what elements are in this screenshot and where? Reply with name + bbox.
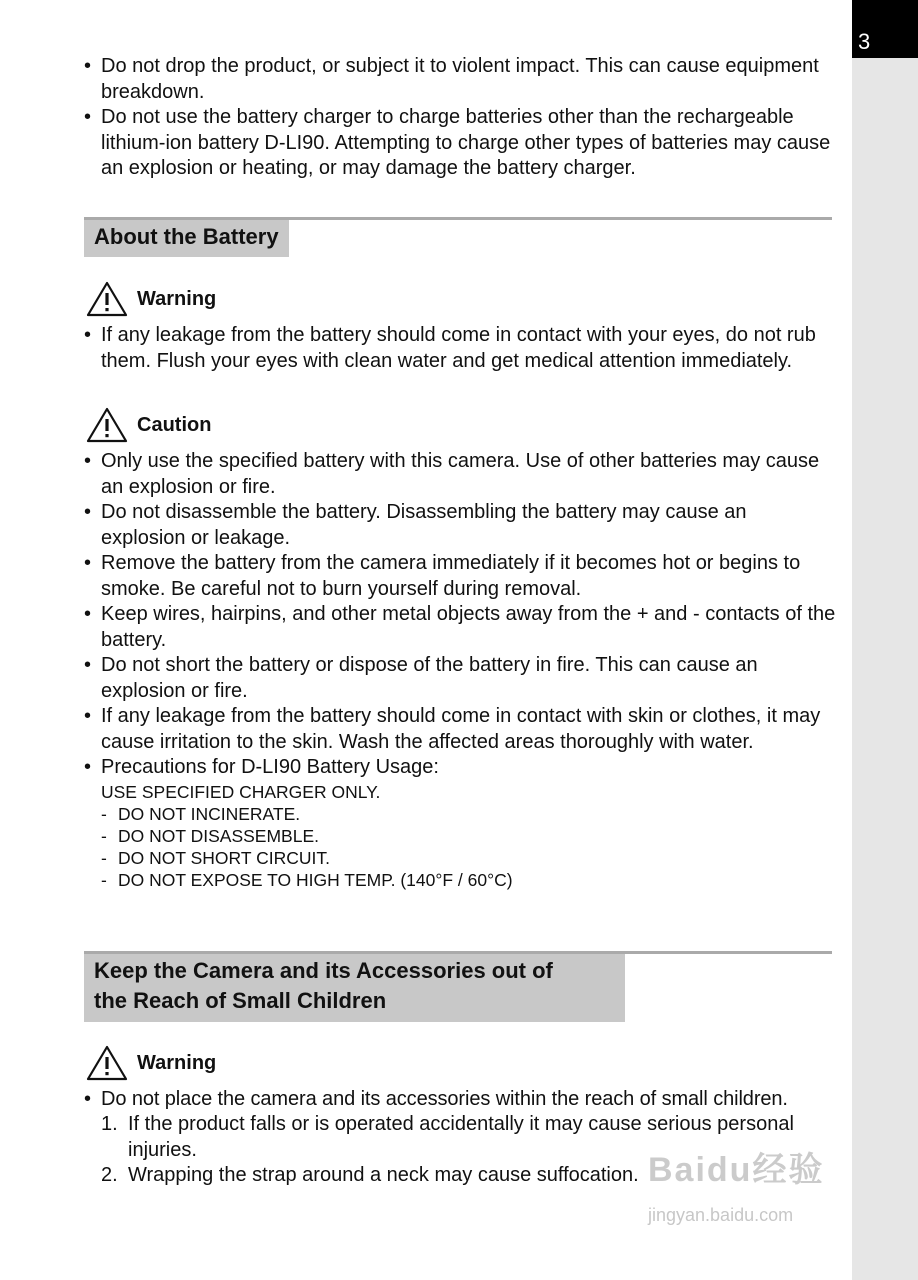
side-strip — [852, 0, 918, 1280]
intro-bullet-list — [84, 54, 836, 182]
caution-label: Caution — [137, 413, 212, 436]
list-item: • Do not short the battery or dispose of the battery in fire. This can cause an explosion or fire. — [84, 653, 836, 704]
warning-triangle-icon — [86, 281, 128, 317]
precautions-caps-block — [101, 781, 836, 891]
section-header-children — [84, 951, 832, 1022]
list-item: • Do not drop the product, or subject it to violent impact. This can cause equipment breakdown. — [84, 54, 836, 105]
precaution-item: - DO NOT EXPOSE TO HIGH TEMP. (140°F / 60°C) — [101, 869, 513, 890]
page-number-tab — [852, 0, 918, 58]
list-item: • Remove the battery from the camera immediately if it becomes hot or begins to smoke. Be careful not to burn yourself during removal. — [84, 551, 836, 602]
list-item: • Keep wires, hairpins, and other metal objects away from the + and - contacts of the battery. — [84, 602, 836, 653]
watermark-url: jingyan.baidu.com — [648, 1205, 794, 1225]
children-warning-list — [84, 1087, 844, 1113]
precaution-caption: USE SPECIFIED CHARGER ONLY. — [101, 781, 381, 802]
battery-caution-list — [84, 449, 836, 891]
warning-triangle-icon — [86, 1045, 128, 1081]
warning-heading — [86, 1045, 216, 1081]
list-item: • Do not disassemble the battery. Disassembling the battery may cause an explosion or leakage. — [84, 500, 836, 551]
precautions-heading: • Precautions for D-LI90 Battery Usage: — [101, 756, 439, 778]
warning-label: Warning — [137, 1051, 217, 1074]
page-number: 3 — [858, 29, 871, 54]
section-title: About the Battery — [84, 220, 289, 257]
numbered-item: 2. Wrapping the strap around a neck may cause suffocation. — [101, 1164, 639, 1186]
baidu-watermark — [648, 1142, 868, 1242]
watermark-logo: Baidu经验 — [648, 1151, 825, 1189]
warning-heading — [86, 281, 216, 317]
caution-triangle-icon — [86, 407, 128, 443]
list-item: • If any leakage from the battery should come in contact with your eyes, do not rub them. Flush your eyes with clean water and get medical attention immediately. — [84, 323, 836, 374]
precaution-item: - DO NOT INCINERATE. — [101, 803, 301, 824]
list-item: • Do not place the camera and its accessories within the reach of small children. — [84, 1087, 844, 1113]
precaution-item: - DO NOT DISASSEMBLE. — [101, 825, 319, 846]
numbered-item: 1. If the product falls or is operated accidentally it may cause serious personal injuries. — [101, 1113, 794, 1161]
section-header-battery — [84, 217, 832, 257]
list-item-precautions — [84, 755, 836, 891]
list-item: • If any leakage from the battery should come in contact with skin or clothes, it may cause irritation to the skin. Wash the affected areas thoroughly with water. — [84, 704, 836, 755]
battery-warning-list — [84, 323, 836, 374]
list-item: • Only use the specified battery with this camera. Use of other batteries may cause an explosion or fire. — [84, 449, 836, 500]
list-item: • Do not use the battery charger to charge batteries other than the rechargeable lithium-ion battery D-LI90. Attempting to charge other types of batteries may cause an explosion or heating, or may damage the battery charger. — [84, 105, 836, 182]
section-title: Keep the Camera and its Accessories out of the Reach of Small Children — [84, 954, 625, 1022]
warning-label: Warning — [137, 287, 217, 310]
caution-heading — [86, 407, 211, 443]
precaution-item: - DO NOT SHORT CIRCUIT. — [101, 847, 330, 868]
